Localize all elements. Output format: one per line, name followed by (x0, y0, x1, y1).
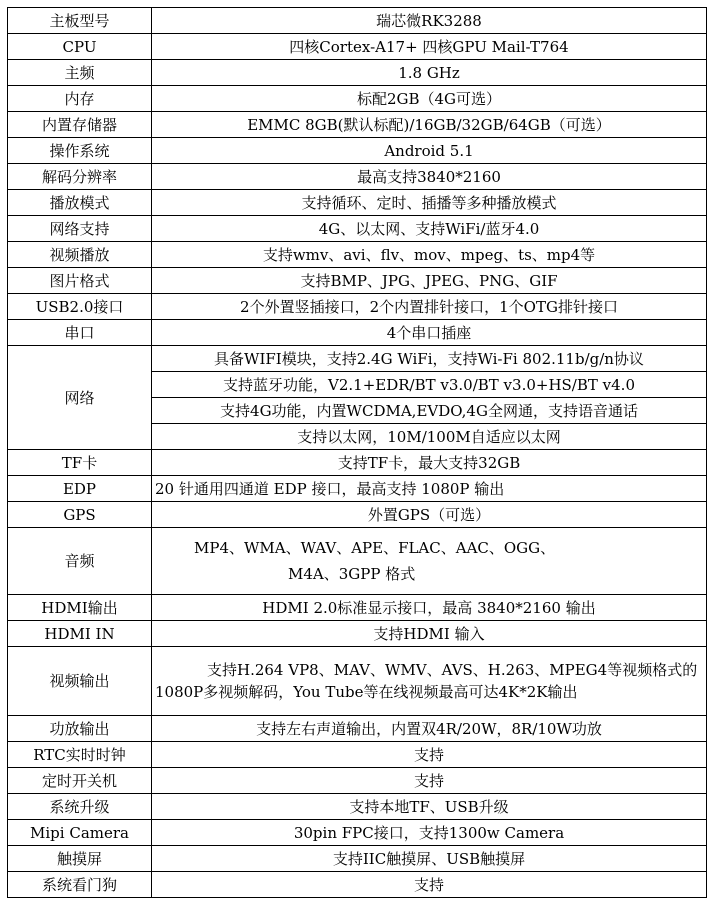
row-label: 系统看门狗 (8, 872, 152, 898)
video-out-value: 支持H.264 VP8、MAV、WMV、AVS、H.263、MPEG4等视频格式的1080P多视频解码，You Tube等在线视频最高可达4K*2K输出 (152, 647, 707, 716)
row-value: 20 针通用四通道 EDP 接口，最高支持 1080P 输出 (152, 476, 707, 502)
table-row (8, 476, 707, 502)
table-row (8, 846, 707, 872)
table-row (8, 794, 707, 820)
row-label: 播放模式 (8, 190, 152, 216)
row-label: TF卡 (8, 450, 152, 476)
table-row (8, 320, 707, 346)
table-row (8, 268, 707, 294)
table-row (8, 820, 707, 846)
row-value: 瑞芯微RK3288 (152, 8, 707, 34)
table-row (8, 34, 707, 60)
table-row (8, 242, 707, 268)
row-label: 操作系统 (8, 138, 152, 164)
row-label: CPU (8, 34, 152, 60)
table-row (8, 190, 707, 216)
row-value: 30pin FPC接口，支持1300w Camera (152, 820, 707, 846)
network-label: 网络 (8, 346, 152, 450)
network-line: 具备WIFI模块，支持2.4G WiFi，支持Wi-Fi 802.11b/g/n协议 (152, 346, 707, 372)
table-row (8, 138, 707, 164)
row-label: GPS (8, 502, 152, 528)
row-value: Android 5.1 (152, 138, 707, 164)
row-value: 2个外置竖插接口，2个内置排针接口，1个OTG排针接口 (152, 294, 707, 320)
row-label: 系统升级 (8, 794, 152, 820)
row-label: Mipi Camera (8, 820, 152, 846)
table-row (8, 450, 707, 476)
row-label: 视频播放 (8, 242, 152, 268)
row-value: 1.8 GHz (152, 60, 707, 86)
table-row (8, 164, 707, 190)
row-label: 内置存储器 (8, 112, 152, 138)
row-value: 4G、以太网、支持WiFi/蓝牙4.0 (152, 216, 707, 242)
row-value: 外置GPS（可选） (152, 502, 707, 528)
row-label: 图片格式 (8, 268, 152, 294)
row-value: 支持HDMI 输入 (152, 621, 707, 647)
table-row (8, 872, 707, 898)
row-value: 四核Cortex-A17+ 四核GPU Mail-T764 (152, 34, 707, 60)
row-label: 网络支持 (8, 216, 152, 242)
audio-formats (152, 528, 707, 595)
table-row (8, 647, 707, 716)
row-label: 内存 (8, 86, 152, 112)
table-row (8, 60, 707, 86)
row-value: 标配2GB（4G可选） (152, 86, 707, 112)
row-label: RTC实时时钟 (8, 742, 152, 768)
row-label: 触摸屏 (8, 846, 152, 872)
row-label: HDMI输出 (8, 595, 152, 621)
table-row (8, 528, 707, 595)
table-row (8, 621, 707, 647)
table-row (8, 86, 707, 112)
video-out-label: 视频输出 (8, 647, 152, 716)
table-row (8, 768, 707, 794)
table-row (8, 742, 707, 768)
row-label: 主板型号 (8, 8, 152, 34)
table-row (8, 346, 707, 372)
network-line: 支持4G功能，内置WCDMA,EVDO,4G全网通，支持语音通话 (152, 398, 707, 424)
row-value: 最高支持3840*2160 (152, 164, 707, 190)
row-value: HDMI 2.0标准显示接口，最高 3840*2160 输出 (152, 595, 707, 621)
row-label: EDP (8, 476, 152, 502)
row-label: 主频 (8, 60, 152, 86)
table-row (8, 502, 707, 528)
row-value: 支持 (152, 872, 707, 898)
network-line: 支持以太网，10M/100M自适应以太网 (152, 424, 707, 450)
row-value: 4个串口插座 (152, 320, 707, 346)
row-label: 定时开关机 (8, 768, 152, 794)
network-line: 支持蓝牙功能，V2.1+EDR/BT v3.0/BT v3.0+HS/BT v4.0 (152, 372, 707, 398)
row-label: 串口 (8, 320, 152, 346)
row-value: 支持 (152, 768, 707, 794)
row-value: EMMC 8GB(默认标配)/16GB/32GB/64GB（可选） (152, 112, 707, 138)
row-value: 支持IIC触摸屏、USB触摸屏 (152, 846, 707, 872)
table-row (8, 8, 707, 34)
row-label: HDMI IN (8, 621, 152, 647)
spec-table (7, 7, 707, 898)
row-value: 支持TF卡，最大支持32GB (152, 450, 707, 476)
row-value: 支持wmv、avi、flv、mov、mpeg、ts、mp4等 (152, 242, 707, 268)
table-row (8, 216, 707, 242)
row-label: 解码分辨率 (8, 164, 152, 190)
table-row (8, 112, 707, 138)
row-value: 支持左右声道输出，内置双4R/20W，8R/10W功放 (152, 716, 707, 742)
row-label: 功放输出 (8, 716, 152, 742)
table-row (8, 294, 707, 320)
row-value: 支持 (152, 742, 707, 768)
row-value: 支持BMP、JPG、JPEG、PNG、GIF (152, 268, 707, 294)
row-value: 支持循环、定时、插播等多种播放模式 (152, 190, 707, 216)
table-row (8, 595, 707, 621)
audio-line: M4A、3GPP 格式 (288, 565, 416, 583)
row-label: USB2.0接口 (8, 294, 152, 320)
row-value: 支持本地TF、USB升级 (152, 794, 707, 820)
audio-label: 音频 (8, 528, 152, 595)
table-row (8, 716, 707, 742)
audio-line: MP4、WMA、WAV、APE、FLAC、AAC、OGG、 (194, 539, 556, 557)
